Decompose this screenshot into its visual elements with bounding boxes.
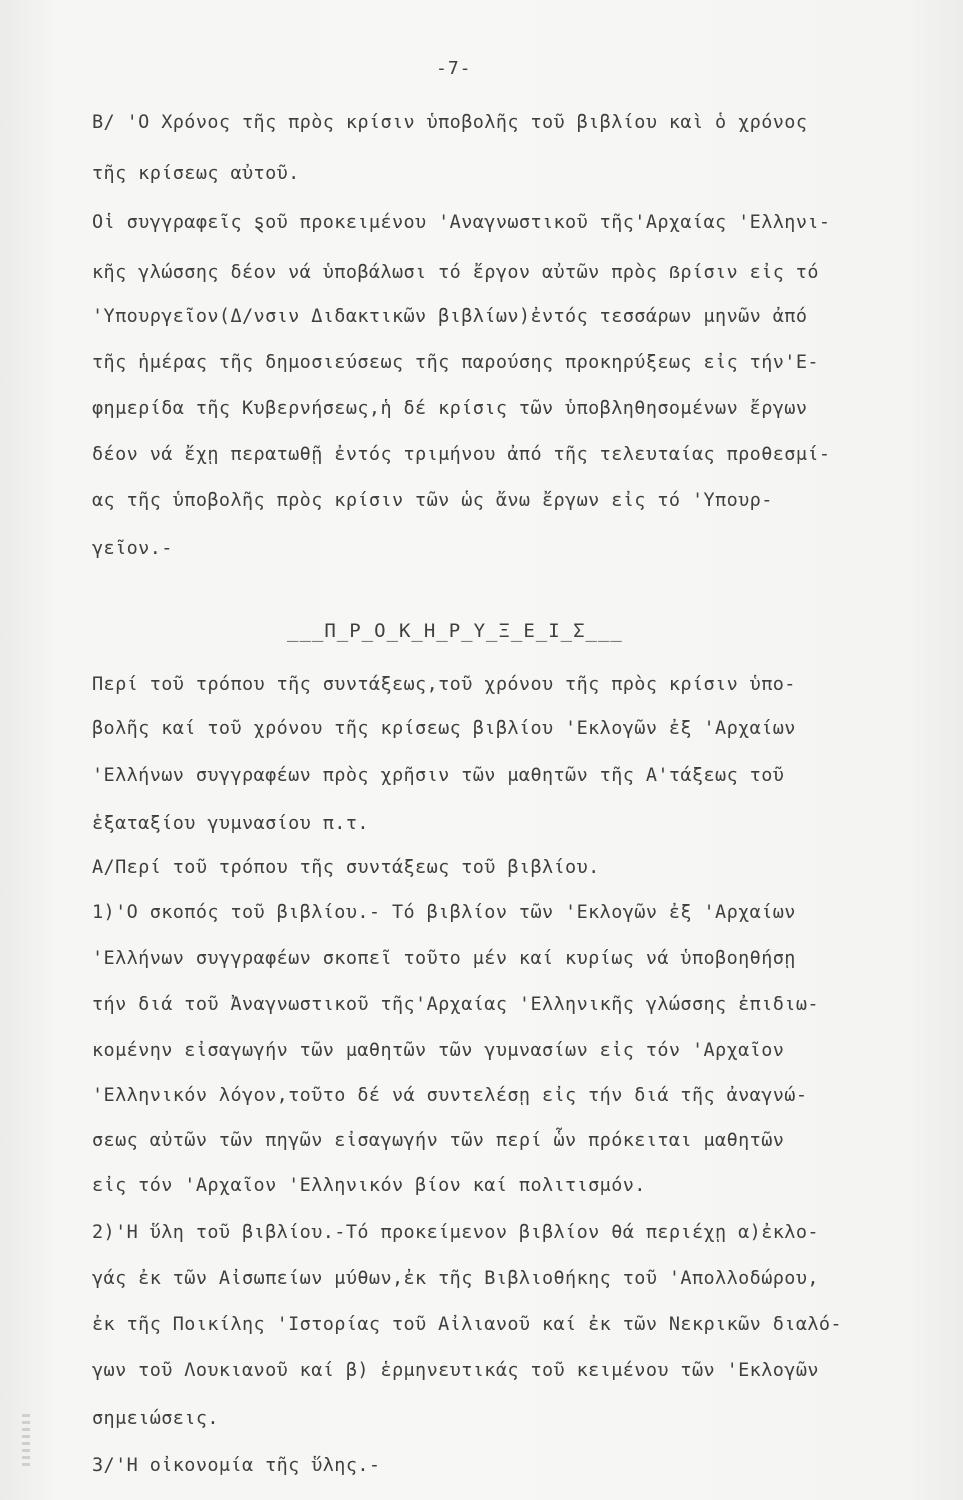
text-line: 1)'Ο σκοπός τοῦ βιβλίου.- Τό βιβλίον τῶν 'Εκλογῶν ἐξ 'Αρχαίων xyxy=(92,902,796,923)
text-line: 'Υπουργεῖον(Δ/νσιν Διδακτικῶν βιβλίων)ἐντός τεσσάρων μηνῶν ἀπό xyxy=(92,306,808,327)
text-line: σεως αὐτῶν τῶν πηγῶν εἰσαγωγήν τῶν περί ὧν πρόκειται μαθητῶν xyxy=(92,1130,785,1151)
text-line: δέον νά ἔχῃ περατωθῇ ἐντός τριμήνου ἀπό τῆς τελευταίας προθεσμί- xyxy=(92,444,831,465)
text-line: γεῖον.- xyxy=(92,538,173,559)
text-line: Β/ 'Ο Χρόνος τῆς πρὸς κρίσιν ὑποβολῆς τοῦ βιβλίου καὶ ὁ χρόνος xyxy=(92,112,808,133)
text-line: ας τῆς ὑποβολῆς πρὸς κρίσιν τῶν ὡς ἄνω ἔργων εἰς τό 'Υπουρ- xyxy=(92,490,773,511)
text-line: ἐκ τῆς Ποικίλης 'Ιστορίας τοῦ Αἰλιανοῦ καί ἐκ τῶν Νεκρικῶν διαλό- xyxy=(92,1314,842,1335)
text-line: 3/'Η οἰκονομία τῆς ὕλης.- xyxy=(92,1455,381,1476)
text-line: 2)'Η ὕλη τοῦ βιβλίου.-Τό προκείμενον βιβλίον θά περιέχῃ α)ἐκλο- xyxy=(92,1222,819,1243)
text-line: Α/Περί τοῦ τρόπου τῆς συντάξεως τοῦ βιβλίου. xyxy=(92,857,600,878)
text-line: ἑξαταξίου γυμνασίου π.τ. xyxy=(92,813,369,834)
text-line: 'Ελληνικόν λόγον,τοῦτο δέ νά συντελέσῃ εἰς τήν διά τῆς ἀναγνώ- xyxy=(92,1085,808,1106)
text-line: κῆς γλώσσης δέον νά ὑποβάλωσι τό ἔργον αὐτῶν πρὸς ẞρίσιν εἰς τό xyxy=(92,262,819,283)
text-line: Περί τοῦ τρόπου τῆς συντάξεως,τοῦ χρόνου τῆς πρὸς κρίσιν ὑπο- xyxy=(92,674,796,695)
page-number: -7- xyxy=(436,58,472,79)
text-line: τῆς κρίσεως αὐτοῦ. xyxy=(92,163,300,184)
text-line: εἰς τόν 'Αρχαῖον 'Ελληνικόν βίον καί πολιτισμόν. xyxy=(92,1175,646,1196)
margin-mark xyxy=(22,1412,30,1466)
text-line: σημειώσεις. xyxy=(92,1408,219,1429)
text-line: βολῆς καί τοῦ χρόνου τῆς κρίσεως βιβλίου 'Εκλογῶν ἐξ 'Αρχαίων xyxy=(92,718,796,739)
text-line: τῆς ἡμέρας τῆς δημοσιεύσεως τῆς παρούσης προκηρύξεως εἰς τήν'Ε- xyxy=(92,352,819,373)
text-line: γων τοῦ Λουκιανοῦ καί β) ἑρμηνευτικάς τοῦ κειμένου τῶν 'Εκλογῶν xyxy=(92,1360,819,1381)
text-line: τήν διά τοῦ Ἀναγνωστικοῦ τῆς'Αρχαίας 'Ελληνικῆς γλώσσης ἐπιδιω- xyxy=(92,994,819,1015)
text-line: κομένην εἰσαγωγήν τῶν μαθητῶν τῶν γυμνασίων εἰς τόν 'Αρχαῖον xyxy=(92,1040,785,1061)
text-line: γάς ἐκ τῶν Αἰσωπείων μύθων,ἐκ τῆς Βιβλιοθήκης τοῦ 'Απολλοδώρου, xyxy=(92,1268,819,1289)
proclamation-heading: ___Π_Ρ_Ο_Κ_Η_Ρ_Υ_Ξ_Ε_Ι_Σ___ xyxy=(287,620,623,642)
text-line: Οἱ συγγραφεῖς ȿοῦ προκειμένου 'Αναγνωστικοῦ τῆς'Αρχαίας 'Ελληνι- xyxy=(92,212,831,233)
text-line: φημερίδα τῆς Κυβερνήσεως,ἡ δέ κρίσις τῶν ὑποβληθησομένων ἔργων xyxy=(92,398,808,419)
text-line: 'Ελλήνων συγγραφέων σκοπεῖ τοῦτο μέν καί κυρίως νά ὑποβοηθήσῃ xyxy=(92,948,796,969)
text-line: 'Ελλήνων συγγραφέων πρὸς χρῆσιν τῶν μαθητῶν τῆς Α'τάξεως τοῦ xyxy=(92,765,785,786)
